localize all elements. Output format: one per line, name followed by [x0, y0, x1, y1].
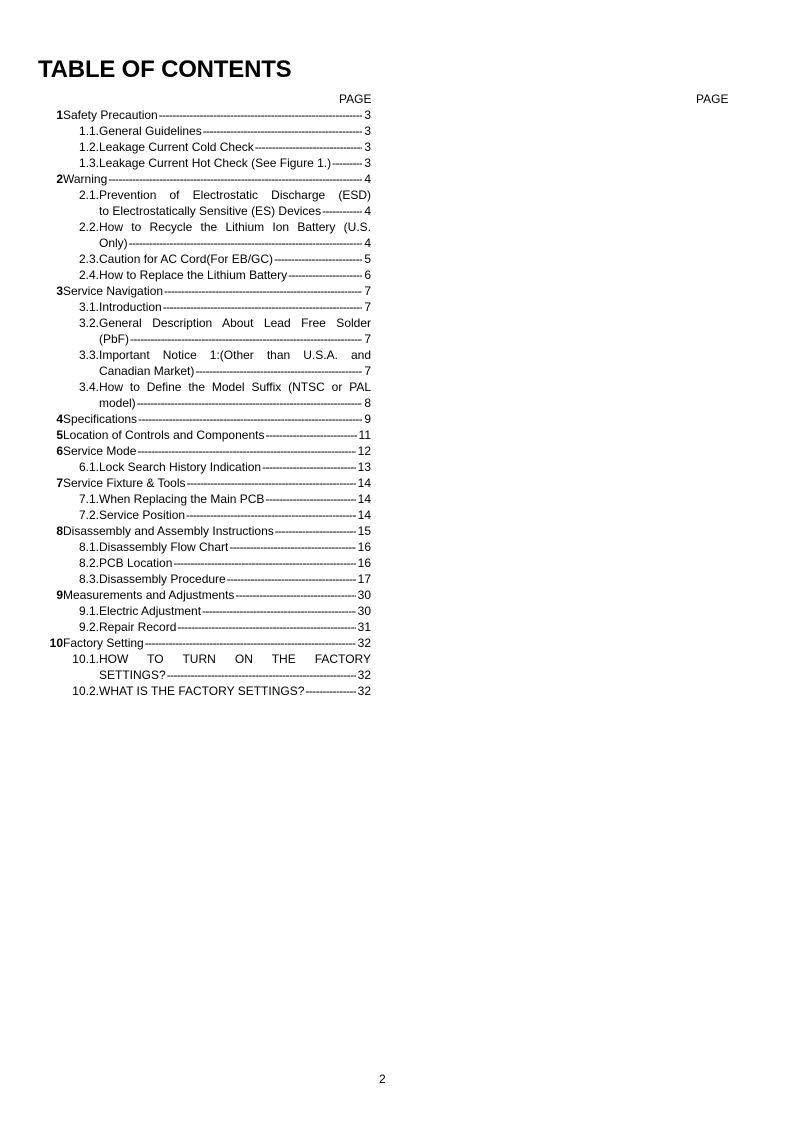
toc-entry-title: Specifications [63, 412, 138, 426]
toc-entry-number: 6 [56, 444, 63, 458]
toc-entry[interactable] [40, 187, 371, 219]
toc-entry-page: 30 [357, 588, 371, 602]
dot-leader [137, 443, 355, 459]
toc-entry-number: 8 [56, 524, 63, 538]
toc-entry-title: Leakage Current Cold Check [99, 140, 254, 154]
toc-entry-number: 2 [56, 172, 63, 186]
dot-leader [229, 539, 355, 555]
toc-entry-number: 3.1. [78, 300, 99, 314]
toc-entry[interactable] [40, 651, 371, 683]
toc-entry-number: 9 [56, 588, 63, 602]
toc-entry-title: SETTINGS? [99, 668, 166, 682]
toc-entry[interactable] [40, 427, 371, 443]
toc-entry[interactable] [40, 619, 371, 635]
dot-leader [262, 459, 356, 475]
toc-entry[interactable] [40, 571, 371, 587]
dot-leader [159, 107, 363, 123]
toc-entry-number: 5 [56, 428, 63, 442]
dot-leader [274, 251, 362, 267]
toc-entry-title: HOW TO TURN ON THE FACTORY [99, 652, 371, 666]
toc-entry-page: 4 [364, 172, 371, 186]
toc-entry-title: Service Fixture & Tools [63, 476, 186, 490]
dot-leader [332, 155, 362, 171]
dot-leader [108, 171, 362, 187]
toc-entry-title: Prevention of Electrostatic Discharge (ESD) [99, 188, 371, 202]
toc-entry-page: 3 [364, 108, 371, 122]
toc-entry[interactable] [40, 251, 371, 267]
toc-entry-title: Service Navigation [63, 284, 164, 298]
dot-leader [186, 507, 356, 523]
dot-leader [130, 331, 362, 347]
toc-entry-title: Repair Record [99, 620, 177, 634]
toc-entry-page: 9 [364, 412, 371, 426]
dot-leader [203, 123, 363, 139]
toc-entry-page: 30 [357, 604, 371, 618]
toc-entry-title: How to Recycle the Lithium Ion Battery (U.S. [99, 220, 371, 234]
toc-entry-page: 13 [357, 460, 371, 474]
toc-entry-number: 4 [56, 412, 63, 426]
toc-entry[interactable] [40, 603, 371, 619]
toc-entry-title: Disassembly Flow Chart [99, 540, 229, 554]
toc-entry-page: 7 [364, 364, 371, 378]
toc-entry-title: Measurements and Adjustments [63, 588, 235, 602]
toc-entry-number: 10 [49, 636, 63, 650]
toc-entry-title: Disassembly Procedure [99, 572, 226, 586]
toc-entry[interactable] [40, 283, 371, 299]
dot-leader [275, 523, 356, 539]
toc-entry-number: 2.1. [78, 188, 99, 202]
toc-entry-number: 8.3. [78, 572, 99, 586]
toc-entry[interactable] [40, 315, 371, 347]
toc-entry-title: Location of Controls and Components [63, 428, 265, 442]
toc-entry-title: Only) [99, 236, 128, 250]
toc-entry-number: 9.1. [78, 604, 99, 618]
toc-entry-page: 3 [364, 140, 371, 154]
toc-entry-number: 3.4. [78, 380, 99, 394]
toc-entry-title: WHAT IS THE FACTORY SETTINGS? [99, 684, 305, 698]
toc-entry-title: General Description About Lead Free Solder [99, 316, 371, 330]
toc-entry-number: 7 [56, 476, 63, 490]
toc-entry[interactable] [40, 539, 371, 555]
toc-entry[interactable] [40, 443, 371, 459]
toc-entry-title: Canadian Market) [99, 364, 195, 378]
toc-entry[interactable] [40, 299, 371, 315]
toc-entry-page: 14 [357, 476, 371, 490]
toc-entry-page: 12 [357, 444, 371, 458]
toc-entry-title: Electric Adjustment [99, 604, 202, 618]
toc-entry-page: 14 [357, 492, 371, 506]
page-column-header-right: PAGE [696, 92, 729, 106]
toc-entry[interactable] [40, 267, 371, 283]
toc-entry-title: Warning [63, 172, 108, 186]
toc-entry-page: 6 [364, 268, 371, 282]
toc-entry-title: Service Position [99, 508, 186, 522]
toc-entry[interactable] [40, 155, 371, 171]
toc-entry-number: 7.1. [78, 492, 99, 506]
dot-leader [145, 635, 356, 651]
toc-entry-title: PCB Location [99, 556, 173, 570]
toc-entry-page: 32 [357, 668, 371, 682]
dot-leader [265, 427, 356, 443]
toc-entry-number: 1.3. [78, 156, 99, 170]
toc-entry-page: 7 [364, 300, 371, 314]
toc-entry[interactable] [40, 123, 371, 139]
toc-entry-title: model) [99, 396, 136, 410]
toc-entry-number: 9.2. [78, 620, 99, 634]
dot-leader [163, 299, 363, 315]
toc-entry[interactable] [40, 347, 371, 379]
dot-leader [265, 491, 355, 507]
page-title: TABLE OF CONTENTS [38, 56, 292, 83]
dot-leader [227, 571, 356, 587]
toc-entry-page: 17 [357, 572, 371, 586]
toc-entry[interactable] [40, 379, 371, 411]
toc-entry[interactable] [40, 411, 371, 427]
toc-entry-page: 15 [357, 524, 371, 538]
toc-entry-title: Leakage Current Hot Check (See Figure 1.) [99, 156, 332, 170]
toc-entry-title: When Replacing the Main PCB [99, 492, 265, 506]
dot-leader [164, 283, 362, 299]
toc-entry-number: 2.4. [78, 268, 99, 282]
toc-entry-title: Introduction [99, 300, 162, 314]
dot-leader [129, 235, 363, 251]
toc-entry-number: 2.3. [78, 252, 99, 266]
dot-leader [177, 619, 355, 635]
footer-page-number: 2 [379, 1072, 386, 1086]
dot-leader [195, 363, 362, 379]
toc-entry-page: 16 [357, 556, 371, 570]
dot-leader [288, 267, 362, 283]
dot-leader [173, 555, 355, 571]
toc-entry-page: 3 [364, 156, 371, 170]
toc-entry-title: Lock Search History Indication [99, 460, 262, 474]
dot-leader [255, 139, 363, 155]
toc-entry-number: 6.1. [78, 460, 99, 474]
toc-entry-page: 5 [364, 252, 371, 266]
toc-entry[interactable] [40, 107, 371, 123]
toc-entry[interactable] [40, 219, 371, 251]
toc-entry[interactable] [40, 523, 371, 539]
toc-entry-number: 10.1. [72, 652, 99, 666]
dot-leader [137, 395, 363, 411]
toc-entry[interactable] [40, 587, 371, 603]
toc-entry-title: Factory Setting [63, 636, 144, 650]
toc-entry-page: 4 [364, 236, 371, 250]
toc-entry-title: General Guidelines [99, 124, 202, 138]
toc-entry-number: 3.2. [78, 316, 99, 330]
toc-entry-page: 11 [358, 428, 371, 442]
toc-entry-page: 31 [357, 620, 371, 634]
dot-leader [235, 587, 355, 603]
toc-entry[interactable] [40, 683, 371, 699]
toc-entry-title: How to Define the Model Suffix (NTSC or PAL [99, 380, 371, 394]
toc-entry-page: 14 [357, 508, 371, 522]
toc-entry[interactable] [40, 459, 371, 475]
toc-entry[interactable] [40, 507, 371, 523]
dot-leader [167, 667, 356, 683]
toc-entry-page: 3 [364, 124, 371, 138]
toc-entry-number: 8.1. [78, 540, 99, 554]
toc-entry-number: 7.2. [78, 508, 99, 522]
toc-entry-page: 16 [357, 540, 371, 554]
toc-entry[interactable] [40, 171, 371, 187]
table-of-contents [40, 107, 371, 699]
toc-entry-page: 7 [364, 284, 371, 298]
toc-entry-number: 1.2. [78, 140, 99, 154]
toc-entry-title: (PbF) [99, 332, 129, 346]
toc-entry-title: Disassembly and Assembly Instructions [63, 524, 274, 538]
toc-entry-number: 2.2. [78, 220, 99, 234]
toc-entry-page: 32 [357, 636, 371, 650]
toc-entry-title: How to Replace the Lithium Battery [99, 268, 288, 282]
toc-entry-title: Caution for AC Cord(For EB/GC) [99, 252, 274, 266]
toc-entry[interactable] [40, 635, 371, 651]
page-column-header-left: PAGE [339, 92, 372, 106]
toc-entry-number: 1.1. [78, 124, 99, 138]
toc-entry-page: 4 [364, 204, 371, 218]
toc-entry-number: 3 [56, 284, 63, 298]
toc-entry-title: Service Mode [63, 444, 137, 458]
toc-entry[interactable] [40, 475, 371, 491]
toc-entry-number: 10.2. [72, 684, 99, 698]
dot-leader [138, 411, 362, 427]
toc-entry-title: Important Notice 1:(Other than U.S.A. and [99, 348, 371, 362]
toc-entry[interactable] [40, 555, 371, 571]
dot-leader [305, 683, 355, 699]
toc-entry-page: 8 [364, 396, 371, 410]
toc-entry[interactable] [40, 491, 371, 507]
toc-entry-number: 8.2. [78, 556, 99, 570]
toc-entry-title: Safety Precaution [63, 108, 158, 122]
dot-leader [187, 475, 356, 491]
toc-entry-number: 3.3. [78, 348, 99, 362]
toc-entry-page: 32 [357, 684, 371, 698]
toc-entry-page: 7 [364, 332, 371, 346]
dot-leader [322, 203, 362, 219]
toc-entry-title: to Electrostatically Sensitive (ES) Devices [99, 204, 322, 218]
toc-entry[interactable] [40, 139, 371, 155]
dot-leader [202, 603, 356, 619]
toc-entry-number: 1 [56, 108, 63, 122]
